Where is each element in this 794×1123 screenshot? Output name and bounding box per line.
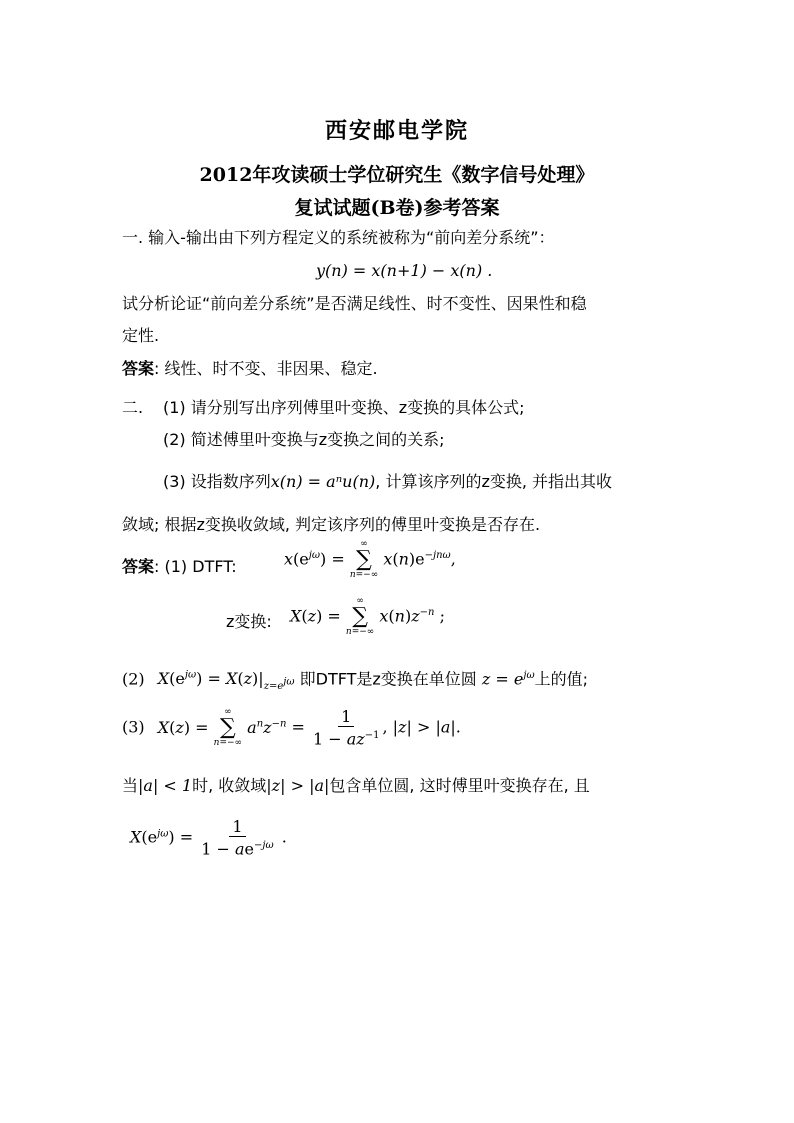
school-title: 西安邮电学院: [324, 118, 469, 144]
q2-part3-a: (3) 设指数序列: [163, 472, 271, 491]
q2-answer-1-label: : (1) DTFT:: [154, 557, 237, 576]
dtft-formula: $x(e^{j\omega})$ = ∞ ∑ n=−∞ $x(n)e^{-jn\omega}$,: [284, 539, 456, 580]
q1-answer-text: : 线性、时不变、非因果、稳定.: [154, 359, 378, 378]
q2-part3: [163, 472, 612, 492]
q2-number: 二.: [122, 398, 144, 417]
q2-part1: (1) 请分别写出序列傅里叶变换、z变换的具体公式;: [163, 398, 525, 417]
q1-prompt: 一. 输入-输出由下列方程定义的系统被称为“前向差分系统”：: [122, 228, 555, 247]
q2-part3-eq: x(n) = aⁿu(n): [270, 472, 376, 491]
final-text-a: 当: [122, 776, 139, 795]
q2-part2: (2) 简述傅里叶变换与z变换之间的关系;: [163, 430, 445, 449]
final-condition: |a| < 1: [138, 776, 193, 795]
answer-2-formula: $X(e^{j\omega}) = X(z)|_{z=e^{j\omega}}$: [157, 669, 295, 692]
q1-answer-label: 答案: [122, 359, 155, 378]
exam-title: 2012年攻读硕士学位研究生《数字信号处理》: [199, 164, 595, 186]
q2-answer-label: 答案: [122, 557, 155, 576]
answer-3-fraction: $\frac{1}{1 - az^{-1}}$: [313, 707, 380, 749]
answer-2-label: (2): [122, 669, 145, 689]
q1-equation: y(n) = x(n+1) − x(n) .: [316, 261, 493, 280]
answer-3-label: (3): [122, 717, 145, 737]
q2-part3-cont: 敛域; 根据z变换收敛域, 判定该序列的傅里叶变换是否存在.: [122, 515, 541, 534]
final-roc: |z| > |a|: [266, 776, 330, 795]
q1-line3: 定性.: [122, 326, 160, 345]
dtft-sum-symbol: ∞ ∑ n=−∞: [349, 539, 379, 580]
final-statement: [122, 776, 590, 796]
answer-2-eq: z = e: [481, 669, 524, 689]
final-formula: $X(e^{j\omega})$ = $\frac{1}{1 - ae^{-j\omega}}$ .: [130, 817, 287, 859]
answer-2: (2) $X(e^{j\omega}) = X(z)|_{z=e^{j\omega}}$ 即DTFT是z变换在单位圆 $z = e^{j\omega}$上的值;: [122, 669, 589, 692]
q1-line2: 试分析论证“前向差分系统”是否满足线性、时不变性、因果性和稳: [122, 294, 587, 313]
answer-2-text: 即DTFT是z变换在单位圆: [294, 669, 477, 689]
answer-2-tail: 上的值;: [534, 669, 589, 689]
q2-part3-b: , 计算该序列的z变换, 并指出其收: [375, 472, 613, 491]
exam-subtitle: 复试试题(B卷)参考答案: [294, 197, 500, 219]
final-fraction: $\frac{1}{1 - ae^{-j\omega}}$: [201, 817, 274, 859]
q1-answer: [122, 359, 378, 379]
final-text-b: 时, 收敛域: [192, 776, 267, 795]
z-transform-formula: X(z) = ∞ ∑ n=−∞ $x(n)z^{-n}$ ;: [290, 596, 445, 637]
answer-3-sum: ∞ ∑ n=−∞: [213, 707, 243, 749]
answer-3: (3) X(z) = ∞ ∑ n=−∞ $a^nz^{-n}$ = $\frac{1}{1 - az^{-1}}$ , |z| > |a|.: [122, 707, 461, 749]
final-text-c: 包含单位圆, 这时傅里叶变换存在, 且: [329, 776, 590, 795]
z-sum-symbol: ∞ ∑ n=−∞: [345, 596, 375, 637]
q2-answer-head: [122, 557, 237, 577]
z-transform-label: z变换:: [226, 612, 272, 631]
